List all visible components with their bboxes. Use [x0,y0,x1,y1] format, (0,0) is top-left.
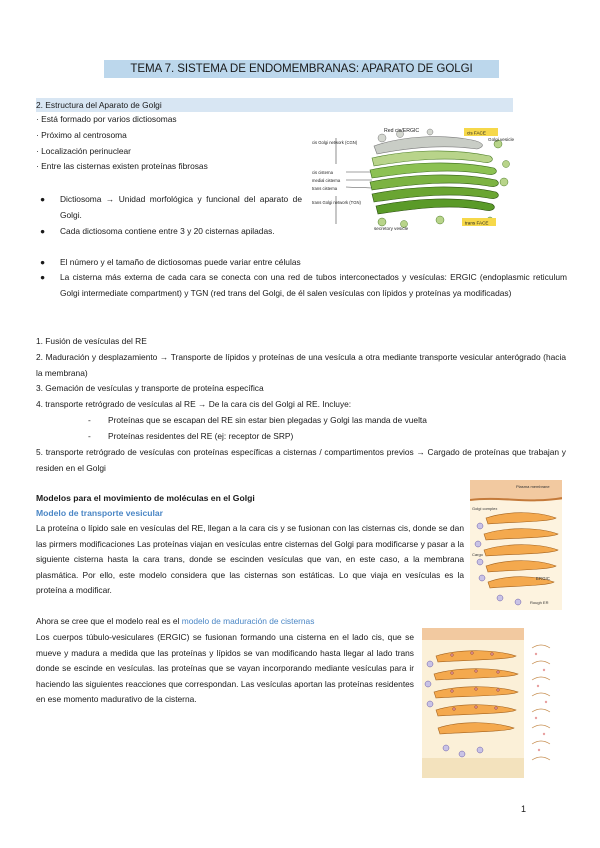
maturation-model-text: Los cuerpos túbulo-vesiculares (ERGIC) se fusionan formando una cisterna en el lado cis, que se mueve y madura a medida que las proteínas y lípidos se van modificando hasta llegar al lado trans donde se escinde en vesículas. las proteínas que se vayan incorporando mediante vesículas para ir haciendo las siguientes reacciones que correspondan. Las vesículas aportan las proteínas residentes en ese momento madurativo de la cisterna. [36,632,414,705]
maturation-sequence-strip [530,640,552,770]
bullet-text: Dictiosoma → Unidad morfológica y funcional del aparato de Golgi. [60,194,302,220]
list-item: · Está formado por varios dictiosomas [36,114,177,124]
label-trans-face: trans FACE [465,220,489,226]
page-title: TEMA 7. SISTEMA DE ENDOMEMBRANAS: APARATO DE GOLGI [104,60,499,78]
label-cargo: Cargo [472,552,483,557]
function-item: 4. transporte retrógrado de vesículas al RE → De la cara cis del Golgi al RE. Incluye: [36,399,352,409]
list-item: · Próximo al centrosoma [36,130,127,140]
label-golgi-complex: Golgi complex [472,506,498,511]
label-rough-er: Rough ER [530,600,549,605]
sub-item: Proteínas que se escapan del RE sin estar bien plegadas y Golgi las manda de vuelta [108,415,427,425]
label-ergic: ERGIC [536,576,550,581]
label-red-cis: Red cis/ERGIC [384,128,420,134]
function-item: 2. Maduración y desplazamiento → Transporte de lípidos y proteínas de una vesícula a otra mediante transporte vesicular anterógrado (hacia la membrana) [36,352,566,378]
bullet-marker: ● [40,194,46,204]
section-heading: 2. Estructura del Aparato de Golgi [36,98,513,112]
models-heading: Modelos para el movimiento de moléculas en el Golgi [36,493,255,503]
bullet-text: Cada dictiosoma contiene entre 3 y 20 cisternas apiladas. [60,226,275,236]
page-number: 1 [521,804,527,814]
bullet-marker: ● [40,226,46,236]
maturation-sequence-illustration [530,640,552,770]
sub-item: Proteínas residentes del RE (ej: receptor de SRP) [108,431,294,441]
label-medial-cisterna: medial cisterna [312,178,341,183]
golgi-stack-figure [312,124,518,232]
vesicular-model-heading: Modelo de transporte vesicular [36,508,164,518]
bullet-item [40,224,302,256]
label-cis-network: cis Golgi network (CGN) [312,140,358,145]
function-item: 1. Fusión de vesículas del RE [36,336,147,346]
label-plasma-membrane: Plasma membrane [516,484,550,489]
function-item: 3. Gemación de vesículas y transporte de proteína específica [36,383,264,393]
sub-item-dash: - [88,415,91,425]
label-trans-network: trans Golgi network (TGN) [312,200,361,205]
golgi-stack-illustration [312,124,518,232]
maturation-intro [36,614,314,630]
label-cis-cisterna: cis cisterna [312,170,333,175]
cisternal-maturation-illustration [422,628,524,778]
list-item: · Localización perinuclear [36,146,131,156]
label-trans-cisterna: trans cisterna [312,186,338,191]
list-item: · Entre las cisternas existen proteínas fibrosas [36,161,208,171]
bullet-marker: ● [40,257,46,267]
maturation-model-link: modelo de maduración de cisternas [181,616,315,626]
bullet-text: El número y el tamaño de dictiosomas puede variar entre células [60,257,301,267]
cisternal-maturation-figure [422,628,524,778]
label-secretory-vesicle: secretory vesicle [374,226,409,231]
sub-item-dash: - [88,431,91,441]
bullet-item [40,255,540,271]
bullet-item [40,192,302,224]
label-golgi-vesicle: Golgi vesicle [488,137,515,142]
bullet-item [40,270,567,318]
maturation-intro-text: Ahora se cree que el modelo real es el [36,616,182,626]
vesicular-transport-illustration [470,480,562,610]
label-cis-face: cis FACE [467,130,486,136]
vesicular-model-text: La proteína o lípido sale en vesículas del RE, llegan a la cara cis y se fusionan con las cisternas cis, donde se dan las pirmers modificaciones Las proteínas viajan en vesículas entre cisternas del Golgi para modificarse y pasar a la siguiente cisterna hasta la cara trans, donde se escinden vesículas que van, en este caso, a la membrana plasmática. Por ello, este modelo considera que las cisternas son estáticas. Lo que viaja en vesículas es la proteína a modificar. [36,523,464,596]
bullet-text: La cisterna más externa de cada cara se conecta con una red de tubos interconectados y vesículas: ERGIC (endoplasmic reticulum Golgi intermediate compartment) y TGN (red trans del Golgi, de él salen vesículas con lípidos y proteínas ya modificadas) [60,272,567,298]
bullet-marker: ● [40,272,46,282]
function-item: 5. transporte retrógrado de vesículas con proteínas específicas a cisternas / compartimentos previos → Cargado de proteínas que trabajan y residen en el Golgi [36,447,566,473]
vesicular-transport-figure [470,480,562,610]
